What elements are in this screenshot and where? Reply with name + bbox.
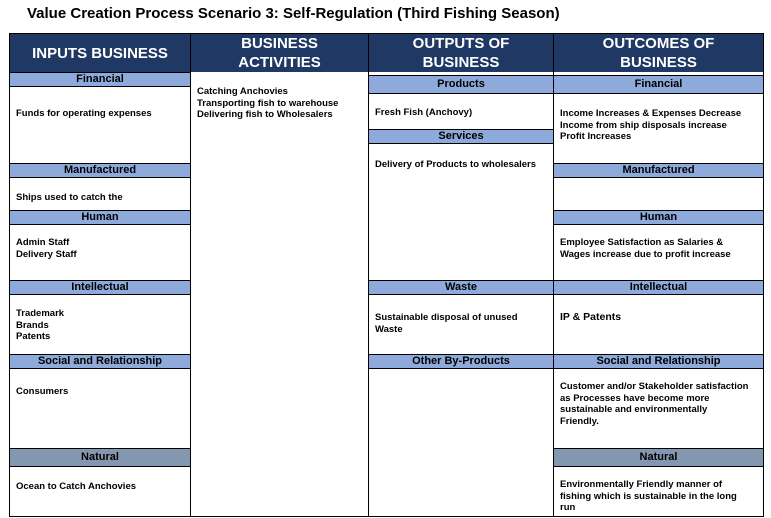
list-item: Delivery of Products to wholesalers [375,159,537,170]
inputs-manufactured-band: Manufactured [10,163,190,178]
inputs-social-band: Social and Relationship [10,354,190,369]
list-item: sustainable and environmentally [560,404,708,415]
list-item: Waste [375,323,403,335]
list-item: Ships used to catch the [16,192,123,203]
list-item: Consumers [16,386,69,397]
inputs-human-band: Human [10,210,190,225]
list-item: Income Increases & Expenses Decrease [560,108,742,119]
outcomes-natural-cell [560,479,759,514]
inputs-natural-cell [16,481,186,493]
outcomes-natural-band: Natural [554,448,763,467]
inputs-natural-band: Natural [10,448,190,467]
list-item: Income from ship disposals increase [560,119,727,131]
outcomes-header-line2: BUSINESS [620,54,697,71]
outputs-products-band: Products [369,75,553,94]
outcomes-manufactured-band: Manufactured [554,163,763,178]
list-item: Patents [16,331,51,342]
outputs-services-cell [375,159,549,171]
inputs-human-cell [16,237,186,260]
list-item: Customer and/or Stakeholder satisfaction [560,381,749,392]
page-title: Value Creation Process Scenario 3: Self-Regulation (Third Fishing Season) [27,5,560,22]
outcomes-social-cell [560,381,759,427]
inputs-intellectual-band: Intellectual [10,280,190,295]
list-item: Delivery Staff [16,248,77,260]
activities-header-line2: ACTIVITIES [238,54,321,71]
outputs-services-band: Services [369,129,553,144]
outputs-waste-cell [375,312,549,335]
activities-column [190,33,369,517]
list-item: Fresh Fish (Anchovy) [375,107,473,118]
list-item: Transporting fish to warehouse [197,97,339,109]
activities-cell [197,86,364,121]
inputs-header: INPUTS BUSINESS [10,34,190,72]
outcomes-intellectual-cell [560,312,759,324]
activities-header-line1: BUSINESS [241,35,318,52]
list-item: Profit Increases [560,131,632,142]
list-item: Friendly. [560,415,599,427]
outcomes-header-line1: OUTCOMES OF [602,35,715,52]
list-item: run [560,502,576,513]
outputs-waste-band: Waste [369,280,553,295]
inputs-manufactured-cell [16,192,186,204]
outputs-header-line1: OUTPUTS OF [412,35,510,52]
inputs-column [9,33,191,517]
outcomes-header [554,34,763,72]
list-item: Sustainable disposal of unused [375,312,518,323]
inputs-financial-cell [16,108,186,120]
list-item: Admin Staff [16,237,70,248]
outputs-byproducts-band: Other By-Products [369,354,553,369]
list-item: Employee Satisfaction as Salaries & [560,237,724,248]
list-item: as Processes have become more [560,392,710,404]
list-item: Brands [16,319,49,331]
activities-header [191,34,368,72]
outputs-products-cell [375,107,549,119]
list-item: Environmentally Friendly manner of [560,479,723,490]
outputs-column [368,33,554,517]
list-item: Funds for operating expenses [16,108,152,119]
outcomes-social-band: Social and Relationship [554,354,763,369]
outputs-header [369,34,553,72]
list-item: IP & Patents [560,311,622,323]
inputs-financial-band: Financial [10,72,190,87]
list-item: Trademark [16,308,65,319]
inputs-intellectual-cell [16,308,186,343]
outcomes-financial-cell [560,108,759,143]
list-item: Ocean to Catch Anchovies [16,481,137,492]
inputs-social-cell [16,386,186,398]
list-item: Catching Anchovies [197,86,288,97]
outcomes-intellectual-band: Intellectual [554,280,763,295]
outcomes-column [553,33,764,517]
outcomes-financial-band: Financial [554,75,763,94]
outcomes-human-band: Human [554,210,763,225]
list-item: Wages increase due to profit increase [560,248,731,260]
list-item: Delivering fish to Wholesalers [197,109,333,120]
list-item: fishing which is sustainable in the long [560,490,737,502]
outputs-header-line2: BUSINESS [422,54,500,71]
outcomes-human-cell [560,237,759,260]
